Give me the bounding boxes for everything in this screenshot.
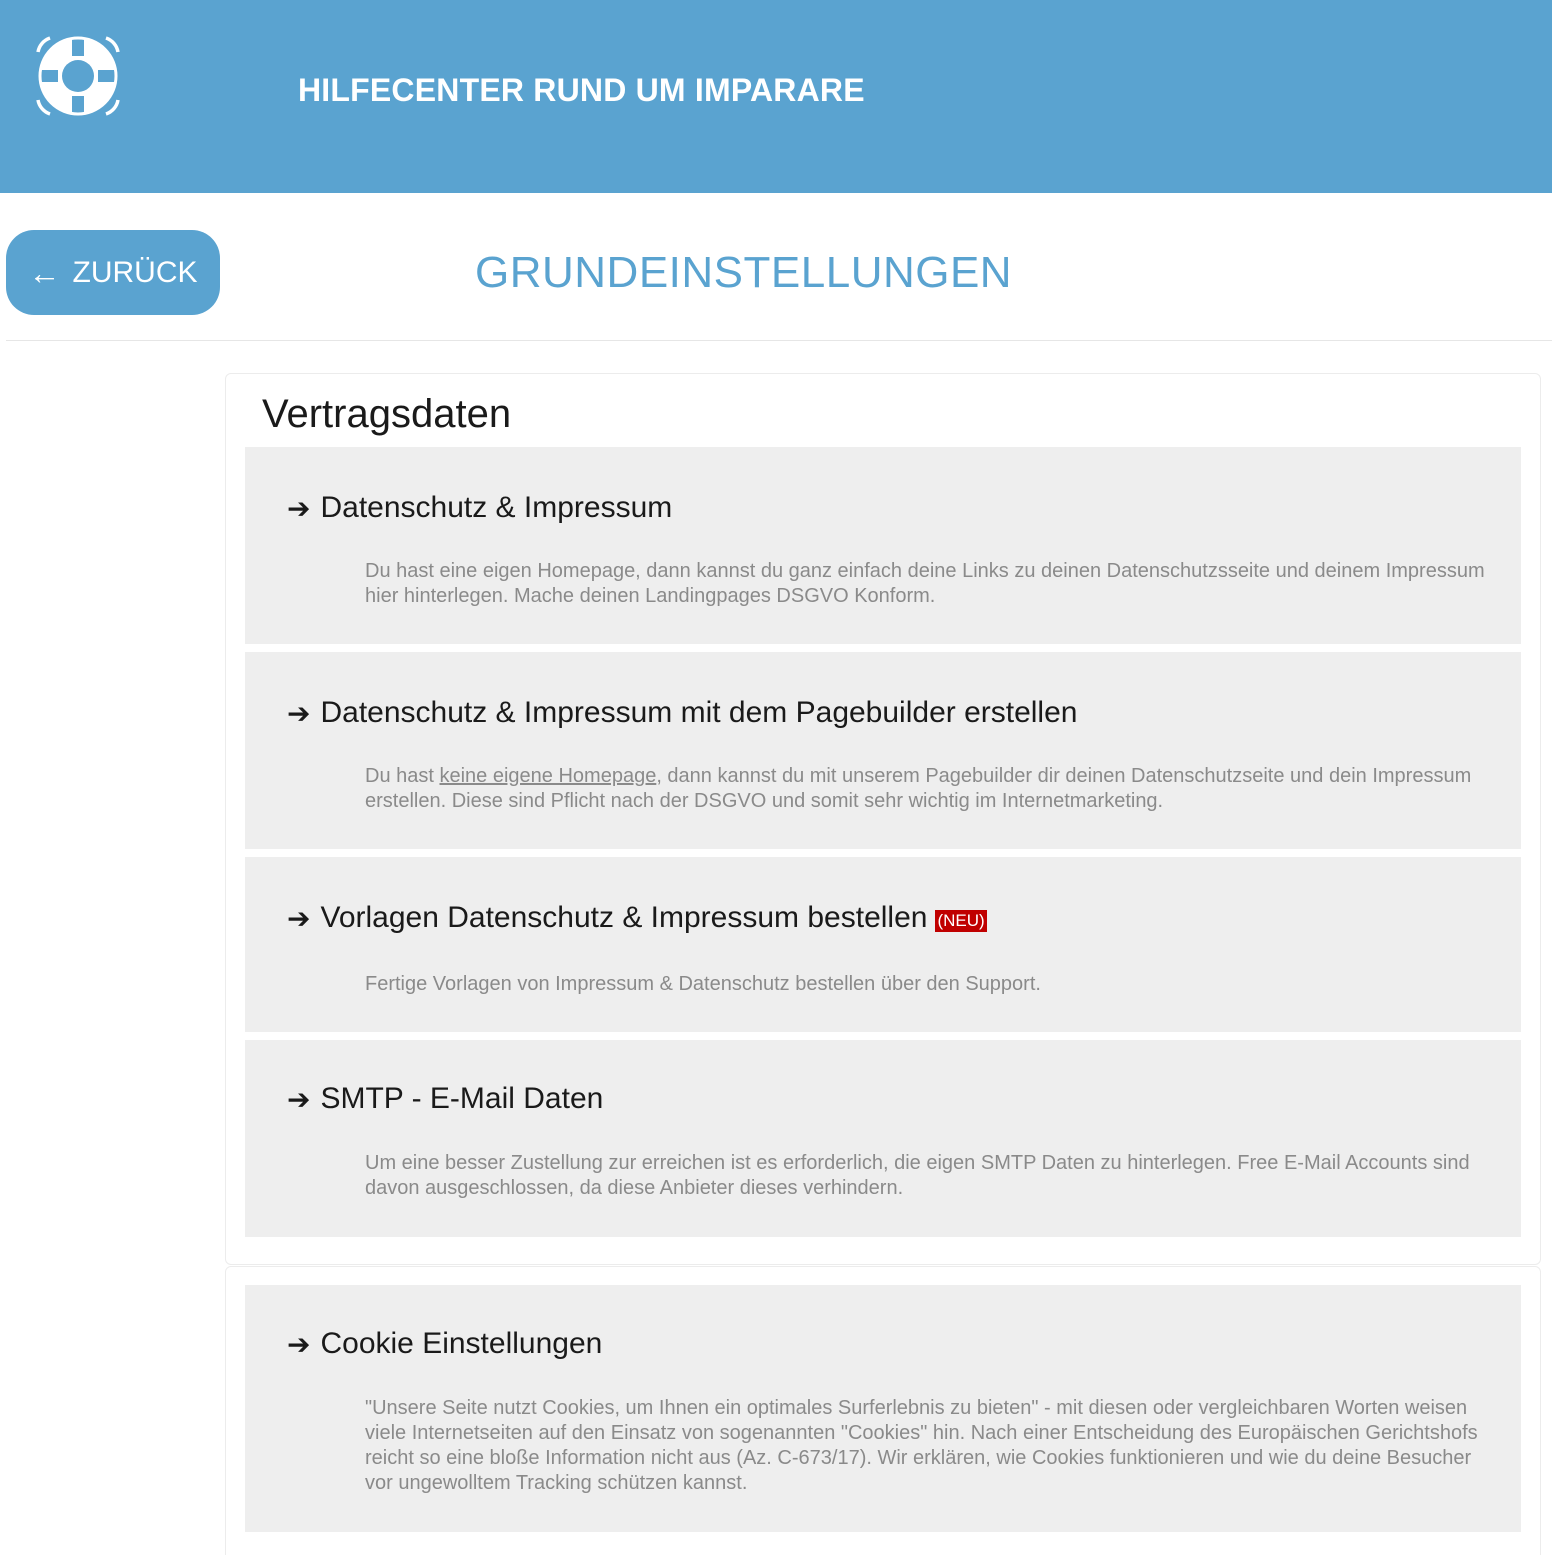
section-card-cookies [225, 1266, 1541, 1555]
item-title[interactable]: Cookie Einstellungen [320, 1327, 603, 1360]
item-description-text: , dann kannst du mit unserem Pagebuilder dir deinen Datenschutzseite und dein Impressum erstellen. Diese sind Pflicht nach der DSGVO und somit sehr wichtig im Internetmarketing. [365, 765, 1472, 812]
header-title: HILFECENTER RUND UM IMPARARE [298, 72, 865, 108]
list-item-datenschutz-impressum[interactable] [245, 447, 1521, 644]
item-description: Du hast eine eigen Homepage, dann kannst du ganz einfach deine Links zu deinen Datenschutzsseite und deinem Impressum hier hinterlegen. Mache deinen Landingpages DSGVO Konform. [365, 560, 1485, 607]
arrow-right-icon: ➔ [287, 697, 311, 729]
back-button[interactable] [6, 230, 220, 315]
new-badge: (NEU) [937, 911, 985, 930]
homepage-link[interactable]: keine eigene Homepage [439, 765, 657, 787]
item-title[interactable]: Datenschutz & Impressum [320, 491, 673, 524]
item-title[interactable]: SMTP - E-Mail Daten [320, 1082, 604, 1115]
item-description: Um eine besser Zustellung zur erreichen ist es erforderlich, die eigen SMTP Daten zu hinterlegen. Free E-Mail Accounts sind davon ausgeschlossen, da diese Anbieter dieses verhindern. [365, 1152, 1470, 1199]
item-title[interactable]: Datenschutz & Impressum mit dem Pagebuilder erstellen [320, 696, 1078, 729]
section-card-vertragsdaten [225, 373, 1541, 1265]
back-button-label: ZURÜCK [72, 255, 198, 289]
page-title: GRUNDEINSTELLUNGEN [475, 248, 1013, 297]
item-description-text: Du hast [365, 765, 440, 787]
list-item-pagebuilder[interactable] [245, 652, 1521, 849]
arrow-right-icon: ➔ [287, 492, 311, 524]
divider [6, 340, 1552, 341]
arrow-right-icon: ➔ [287, 1328, 311, 1360]
header-bar [0, 0, 1552, 193]
list-item-smtp[interactable] [245, 1040, 1521, 1237]
item-title[interactable]: Vorlagen Datenschutz & Impressum bestellen [320, 901, 928, 934]
arrow-right-icon: ➔ [287, 1083, 311, 1115]
item-description [365, 764, 1501, 814]
list-item-vorlagen[interactable] [245, 857, 1521, 1032]
item-description: "Unsere Seite nutzt Cookies, um Ihnen ein optimales Surferlebnis zu bieten" - mit diesen oder vergleichbaren Worten weisen viele Internetseiten auf den Einsatz von sogenannten "Cookies" hin. Nach einer Entscheidung des Europäischen Gerichtshofs reicht so eine bloße Information nicht aus (Az. C-673/17). Wir erklären, wie Cookies funktionieren und wie du deine Besucher vor ungewolltem Tracking schützen kannst. [365, 1397, 1478, 1494]
arrow-right-icon: ➔ [287, 902, 311, 934]
arrow-left-icon: ← [28, 254, 61, 291]
list-item-cookie-einstellungen[interactable] [245, 1285, 1521, 1532]
lifebuoy-icon[interactable] [28, 26, 128, 126]
item-description: Fertige Vorlagen von Impressum & Datenschutz bestellen über den Support. [365, 973, 1041, 995]
section-title: Vertragsdaten [262, 392, 512, 436]
